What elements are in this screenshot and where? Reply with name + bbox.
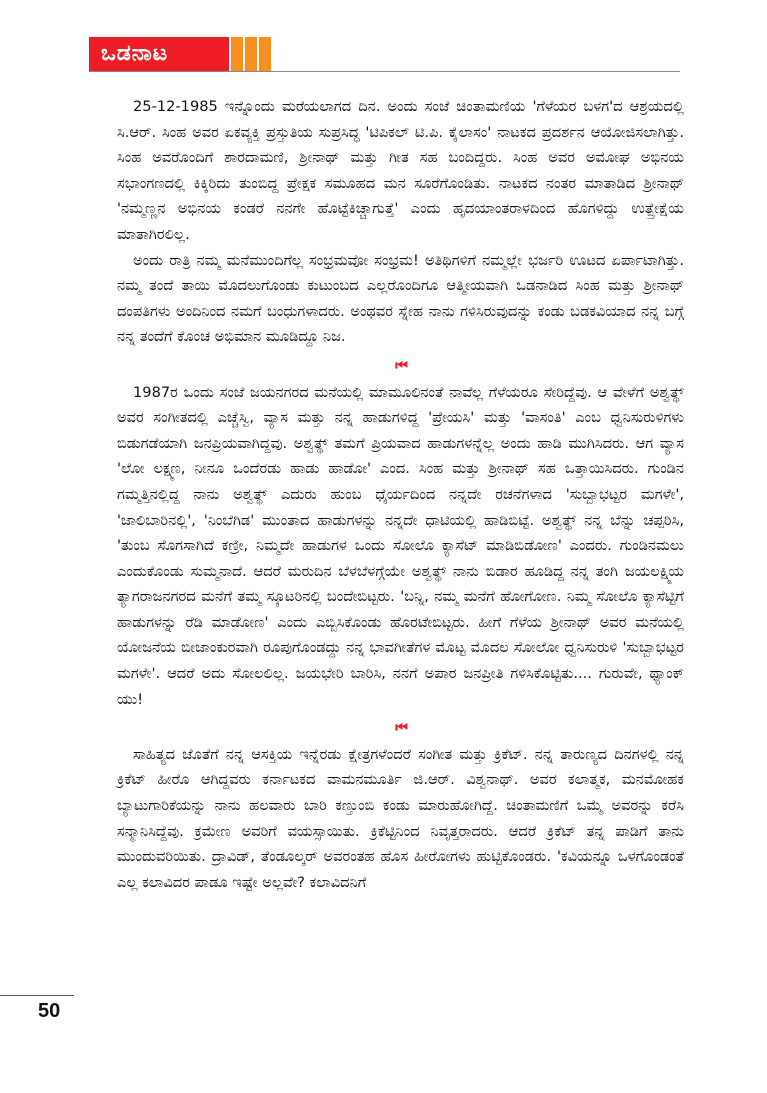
header-stripes (229, 37, 271, 71)
article-body (117, 94, 684, 895)
section-title: ಒಡನಾಟ (89, 37, 229, 71)
page-number: 50 (38, 1000, 61, 1022)
paragraph: ಅಂದು ರಾತ್ರಿ ನಮ್ಮ ಮನೆಮುಂದಿಗೆಲ್ಲ ಸಂಭ್ರಮವೋ ಸಂಭ್ರಮ! ಅತಿಥಿಗಳಿಗೆ ನಮ್ಮಲ್ಲೇ ಭರ್ಜರಿ ಊಟದ ಏರ್ಪಾಟಾಗಿತ್ತು. ನಮ್ಮ ತಂದೆ ತಾಯಿ ಮೊದಲುಗೊಂಡು ಕುಟುಂಬದ ಎಲ್ಲರೊಂದಿಗೂ ಆತ್ಮೀಯವಾಗಿ ಒಡನಾಡಿದ ಸಿಂಹ ಮತ್ತು ಶ್ರೀನಾಥ್ ದಂಪತಿಗಳು ಅಂದಿನಿಂದ ನಮಗೆ ಬಂಧುಗಳಾದರು. ಅಂಥವರ ಸ್ನೇಹ ನಾನು ಗಳಿಸಿರುವುದನ್ನು ಕಂಡು ಬಡಕವಿಯಾದ ನನ್ನ ಬಗ್ಗೆ ನನ್ನ ತಂದೆಗೆ ಕೊಂಚ ಅಭಿಮಾನ ಮೂಡಿದ್ದೂ ನಿಜ. (117, 251, 684, 346)
footer-rule (0, 995, 74, 996)
paragraph: ಸಾಹಿತ್ಯದ ಜೊತೆಗೆ ನನ್ನ ಆಸಕ್ತಿಯ ಇನ್ನೆರಡು ಕ್ಷೇತ್ರಗಳೆಂದರೆ ಸಂಗೀತ ಮತ್ತು ಕ್ರಿಕೆಟ್. ನನ್ನ ತಾರುಣ್ಯದ ದಿನಗಳಲ್ಲಿ ನನ್ನ ಕ್ರಿಕೆಟ್ ಹೀರೊ ಆಗಿದ್ದವರು ಕರ್ನಾಟಕದ ವಾಮನಮೂರ್ತಿ ಜಿ.ಆರ್. ವಿಶ್ವನಾಥ್. ಅವರ ಕಲಾತ್ಮಕ, ಮನಮೋಹಕ ಬ್ಯಾಟುಗಾರಿಕೆಯನ್ನು ನಾನು ಹಲವಾರು ಬಾರಿ ಕಣ್ತುಂಬಿ ಕಂಡು ಮಾರುಹೋಗಿದ್ದೆ. ಚಿಂತಾಮಣಿಗೆ ಒಮ್ಮೆ ಅವರನ್ನು ಕರೆಸಿ ಸನ್ಮಾನಿಸಿದ್ದೆವು. ಕ್ರಮೇಣ ಅವರಿಗೆ ವಯಸ್ಸಾಯಿತು. ಕ್ರಿಕೆಟ್ಟಿನಿಂದ ನಿವೃತ್ತರಾದರು. ಆದರೆ ಕ್ರಿಕೆಟ್ ತನ್ನ ಪಾಡಿಗೆ ತಾನು ಮುಂದುವರಿಯಿತು. ದ್ರಾವಿಡ್, ತೆಂಡೂಲ್ಕರ್ ಅವರಂತಹ ಹೊಸ ಹೀರೋಗಳು ಹುಟ್ಟಿಕೊಂಡರು. 'ಕವಿಯನ್ನೂ ಒಳಗೊಂಡಂತೆ ಎಲ್ಲ ಕಲಾವಿದರ ಪಾಡೂ ಇಷ್ಟೇ ಅಲ್ಲವೇ? ಕಲಾವಿದನಿಗೆ (117, 745, 684, 891)
paragraph: 25-12-1985 ಇನ್ನೊಂದು ಮರೆಯಲಾಗದ ದಿನ. ಅಂದು ಸಂಜೆ ಚಿಂತಾಮಣಿಯ 'ಗೆಳೆಯರ ಬಳಗ'ದ ಆಶ್ರಯದಲ್ಲಿ ಸಿ.ಆರ್. ಸಿಂಹ ಅವರ ಏಕವ್ಯಕ್ತಿ ಪ್ರಸ್ತುತಿಯ ಸುಪ್ರಸಿದ್ಧ 'ಟಿಪಿಕಲ್ ಟಿ.ಪಿ. ಕೈಲಾಸಂ' ನಾಟಕದ ಪ್ರದರ್ಶನ ಆಯೋಜಿಸಲಾಗಿತ್ತು. ಸಿಂಹ ಅವರೊಂದಿಗೆ ಶಾರದಾಮಣಿ, ಶ್ರೀನಾಥ್ ಮತ್ತು ಗೀತ ಸಹ ಬಂದಿದ್ದರು. ಸಿಂಹ ಅವರ ಅಮೋಘ ಅಭಿನಯ ಸಭಾಂಗಣದಲ್ಲಿ ಕಿಕ್ಕಿರಿದು ತುಂಬಿದ್ದ ಪ್ರೇಕ್ಷಕ ಸಮೂಹದ ಮನ ಸೂರೆಗೊಂಡಿತು. ನಾಟಕದ ನಂತರ ಮಾತಾಡಿದ ಶ್ರೀನಾಥ್ 'ನಮ್ಮಣ್ಣನ ಅಭಿನಯ ಕಂಡರೆ ನನಗೇ ಹೊಟ್ಟೆಕಿಚ್ಚಾಗುತ್ತೆ' ಎಂದು ಹೃದಯಾಂತರಾಳದಿಂದ ಹೊಗಳಿದ್ದು ಉತ್ಪ್ರೇಕ್ಷೆಯ ಮಾತಾಗಿರಲಿಲ್ಲ. (117, 98, 684, 243)
paragraph: 1987ರ ಒಂದು ಸಂಜೆ ಜಯನಗರದ ಮನೆಯಲ್ಲಿ ಮಾಮೂಲಿನಂತೆ ನಾವೆಲ್ಲ ಗೆಳೆಯರೂ ಸೇರಿದ್ದೆವು. ಆ ವೇಳೆಗೆ ಅಶ್ವತ್ಥ್ ಅವರ ಸಂಗೀತದಲ್ಲಿ ಎಚ್ಚೆಸ್ವಿ, ವ್ಯಾಸ ಮತ್ತು ನನ್ನ ಹಾಡುಗಳಿದ್ದ 'ಪ್ರೇಯಸಿ' ಮತ್ತು 'ವಾಸಂತಿ' ಎಂಬ ಧ್ವನಿಸುರುಳಿಗಳು ಬಿಡುಗಡೆಯಾಗಿ ಜನಪ್ರಿಯವಾಗಿದ್ದವು. ಅಶ್ವತ್ಥ್ ತಮಗೆ ಪ್ರಿಯವಾದ ಹಾಡುಗಳನ್ನೆಲ್ಲ ಅಂದು ಹಾಡಿ ಮುಗಿಸಿದರು. ಆಗ ವ್ಯಾಸ 'ಲೋ ಲಕ್ಷ್ಮಣ, ನೀನೂ ಒಂದೆರಡು ಹಾಡು ಹಾಡೋ' ಎಂದ. ಸಿಂಹ ಮತ್ತು ಶ್ರೀನಾಥ್ ಸಹ ಒತ್ತಾಯಿಸಿದರು. ಗುಂಡಿನ ಗಮ್ಮತ್ತಿನಲ್ಲಿದ್ದ ನಾನು ಅಶ್ವತ್ಥ್ ಎದುರು ಹುಂಬ ಧೈರ್ಯದಿಂದ ನನ್ನದೇ ರಚನೆಗಳಾದ 'ಸುಬ್ಬಾಭಟ್ಟರ ಮಗಳೇ', 'ಜಾಲಿಬಾರಿನಲ್ಲಿ', 'ನಿಂಬೆಗಿಡ' ಮುಂತಾದ ಹಾಡುಗಳನ್ನು ನನ್ನದೇ ಧಾಟಿಯಲ್ಲಿ ಹಾಡಿಬಿಟ್ಟೆ. ಅಶ್ವತ್ಥ್ ನನ್ನ ಬೆನ್ನು ಚಪ್ಪರಿಸಿ, 'ತುಂಬ ಸೊಗಸಾಗಿದೆ ಕಣ್ರೀ, ನಿಮ್ಮದೇ ಹಾಡುಗಳ ಒಂದು ಸೋಲೊ ಕ್ಯಾಸೆಟ್ ಮಾಡಿಬಿಡೋಣ' ಎಂದರು. ಗುಂಡಿನಮಲು ಎಂದುಕೊಂಡು ಸುಮ್ಮನಾದೆ. ಆದರೆ ಮರುದಿನ ಬೆಳಬೆಳಗ್ಗೆಯೇ ಅಶ್ವತ್ಥ್ ನಾನು ಬಿಡಾರ ಹೂಡಿದ್ದ ನನ್ನ ತಂಗಿ ಜಯಲಕ್ಷ್ಮಿಯ ತ್ಯಾಗರಾಜನಗರದ ಮನೆಗೆ ತಮ್ಮ ಸ್ಕೂಟರಿನಲ್ಲಿ ಬಂದೇಬಿಟ್ಟರು. 'ಬನ್ನಿ, ನಮ್ಮ ಮನೆಗೆ ಹೋಗೋಣ. ನಿಮ್ಮ ಸೋಲೊ ಕ್ಯಾಸೆಟ್ಟಿಗೆ ಹಾಡುಗಳನ್ನು ರೆಡಿ ಮಾಡೋಣ' ಎಂದು ಎಬ್ಬಿಸಿಕೊಂಡು ಹೊರಟೇಬಿಟ್ಟರು. ಹೀಗೆ ಗೆಳೆಯ ಶ್ರೀನಾಥ್ ಅವರ ಮನೆಯಲ್ಲಿ ಯೋಜನೆಯ ಬೀಜಾಂಕುರವಾಗಿ ರೂಪುಗೊಂಡದ್ದು ನನ್ನ ಭಾವಗೀತೆಗಳ ಮೊಟ್ಟ ಮೊದಲ ಸೋಲೋ ಧ್ವನಿಸುರುಳಿ 'ಸುಬ್ಬಾಭಟ್ಟರ ಮಗಳೇ'. ಆದರೆ ಅದು ಸೋಲಲಿಲ್ಲ. ಜಯಭೇರಿ ಬಾರಿಸಿ, ನನಗೆ ಅಪಾರ ಜನಪ್ರೀತಿ ಗಳಿಸಿಕೊಟ್ಟಿತು.... ಗುರುವೇ, ಥ್ಯಾಂಕ್ ಯು! (117, 383, 684, 708)
rewind-icon: ⏮ (395, 357, 406, 374)
header-rule (89, 71, 680, 72)
rewind-icon: ⏮ (395, 720, 406, 737)
